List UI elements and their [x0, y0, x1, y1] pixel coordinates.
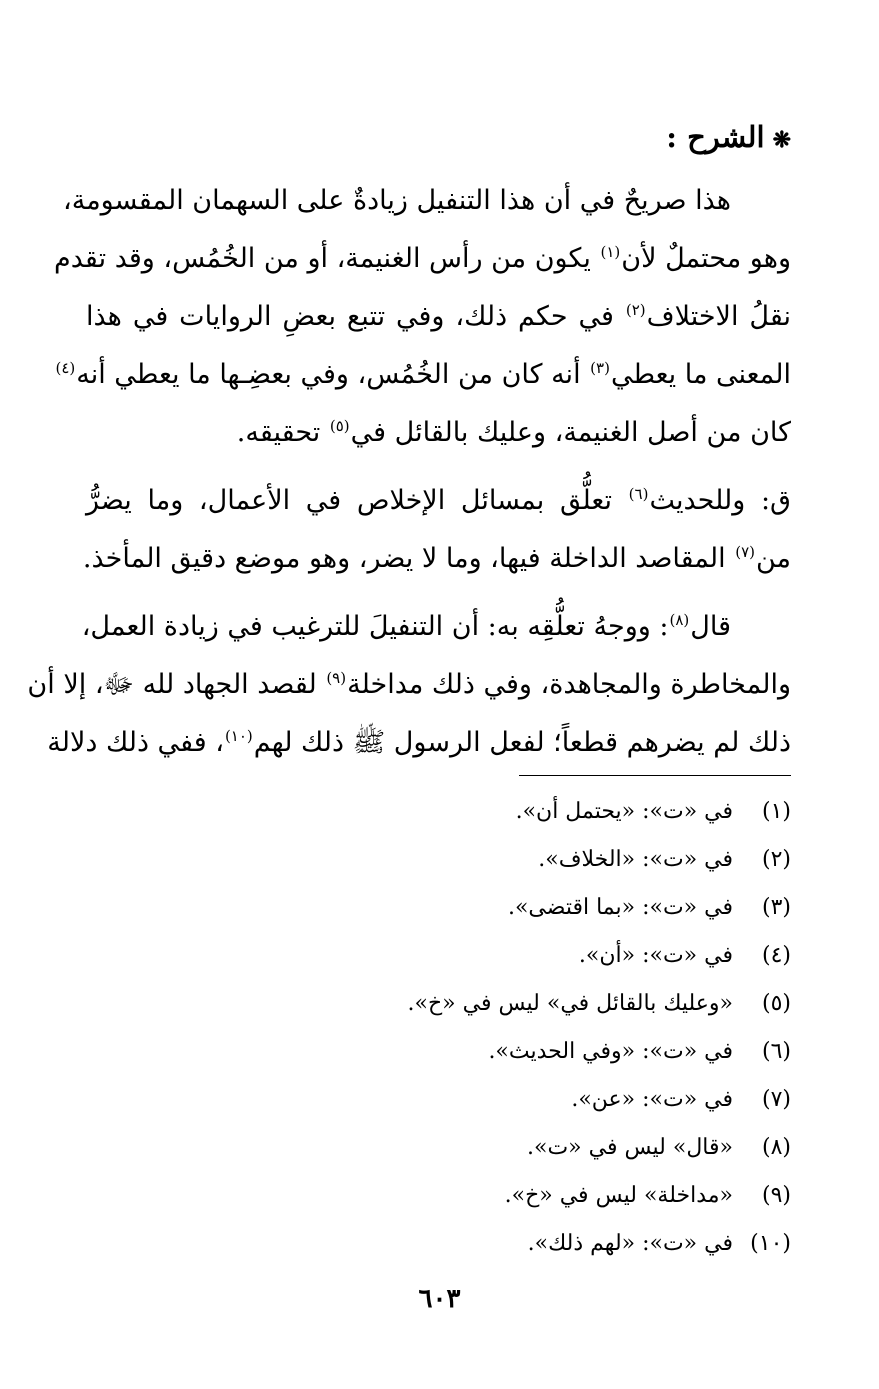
footnote-item [86, 788, 791, 836]
footnote-number: (١) [761, 799, 791, 824]
footnote-item [86, 1028, 791, 1076]
footnote-item [86, 1076, 791, 1124]
paragraph-qala [27, 598, 791, 772]
footnote-ref[interactable]: (٩) [326, 669, 347, 687]
footnote-text: في «ت»: «لهم ذلك». [527, 1231, 733, 1256]
footnote-ref[interactable]: (٦) [628, 485, 649, 503]
footnote-number: (٤) [761, 943, 791, 968]
footnote-item [86, 1124, 791, 1172]
footnote-number: (٢) [761, 847, 791, 872]
footnote-ref[interactable]: (٢) [625, 301, 646, 319]
footnote-text: «قال» ليس في «ت». [527, 1135, 733, 1160]
page-number: ٦٠٣ [418, 1284, 461, 1314]
text-line: وهو محتملٌ لأن$^{(١)}$ يكون من رأس الغنيمة، أو من الخُمُس، وقد تقدم [54, 243, 791, 274]
footnote-ref[interactable]: (٥) [329, 417, 350, 435]
text-line: من$^{(٧)}$ المقاصد الداخلة فيها، وما لا يضر، وهو موضع دقيق المأخذ. [82, 543, 791, 574]
paragraph-qaf [82, 472, 791, 588]
footnote-ref[interactable]: (٨) [669, 611, 690, 629]
footnote-number: (٦) [761, 1039, 791, 1064]
text-line: قال$^{(٨)}$: ووجهُ تعلُّقِه به: أن التنفيلَ للترغيب في زيادة العمل، [81, 611, 731, 642]
footnote-text: في «ت»: «الخلاف». [538, 847, 733, 872]
footnote-number: (٩) [761, 1183, 791, 1208]
footnote-number: (٨) [761, 1135, 791, 1160]
footnote-number: (١٠) [750, 1231, 791, 1256]
footnote-item [86, 1220, 791, 1268]
footnote-item [86, 980, 791, 1028]
footnote-item [86, 1172, 791, 1220]
text-line: ذلك لم يضرهم قطعاً؛ لفعل الرسول ﷺ ذلك لهم$^{(١٠)}$، ففي ذلك دلالة [47, 727, 791, 758]
footnote-text: «وعليك بالقائل في» ليس في «خ». [407, 991, 733, 1016]
footnotes [86, 788, 791, 1268]
footnote-number: (٣) [761, 895, 791, 920]
footnote-text: في «ت»: «بما اقتضى». [507, 895, 733, 920]
text-line: نقلُ الاختلاف$^{(٢)}$ في حكم ذلك، وفي تتبع بعضِ الروايات في هذا [86, 301, 791, 332]
text-line: المعنى ما يعطي$^{(٣)}$ أنه كان من الخُمُس، وفي بعضِـها ما يعطي أنه$^{(٤)}$ [55, 359, 791, 390]
section-heading [86, 112, 791, 165]
footnote-ref[interactable]: (١٠) [224, 727, 253, 745]
footnote-number: (٥) [761, 991, 791, 1016]
footnote-ref[interactable]: (١) [600, 243, 621, 261]
footnote-text: في «ت»: «أن». [578, 943, 733, 968]
text-line: هذا صريحٌ في أن هذا التنفيل زيادةٌ على السهمان المقسومة، [63, 185, 731, 216]
text-line: ق: وللحديث$^{(٦)}$ تعلُّق بمسائل الإخلاص في الأعمال، وما يضرُّ [86, 485, 791, 516]
paragraph-commentary [54, 172, 791, 462]
footnote-text: في «ت»: «يحتمل أن». [515, 799, 733, 824]
footnote-text: في «ت»: «عن». [571, 1087, 733, 1112]
footnote-text: «مداخلة» ليس في «خ». [504, 1183, 733, 1208]
main-text [27, 172, 791, 782]
footnote-ref[interactable]: (٣) [590, 359, 610, 377]
footnote-text: في «ت»: «وفي الحديث». [488, 1039, 733, 1064]
footnote-ref[interactable]: (٧) [735, 543, 755, 561]
footnote-item [86, 884, 791, 932]
footnote-item [86, 836, 791, 884]
footnote-ref[interactable]: (٤) [55, 359, 76, 377]
text-line: كان من أصل الغنيمة، وعليك بالقائل في$^{(٥)}$ تحقيقه. [236, 417, 791, 448]
footnote-number: (٧) [761, 1087, 791, 1112]
footnote-divider [519, 775, 791, 776]
section-title: الشرح : [666, 120, 765, 154]
footnote-item [86, 932, 791, 980]
asterisk-icon: ❋ [772, 127, 791, 153]
text-line: والمخاطرة والمجاهدة، وفي ذلك مداخلة$^{(٩)}$ لقصد الجهاد لله ﷻ، إلا أن [27, 669, 791, 700]
